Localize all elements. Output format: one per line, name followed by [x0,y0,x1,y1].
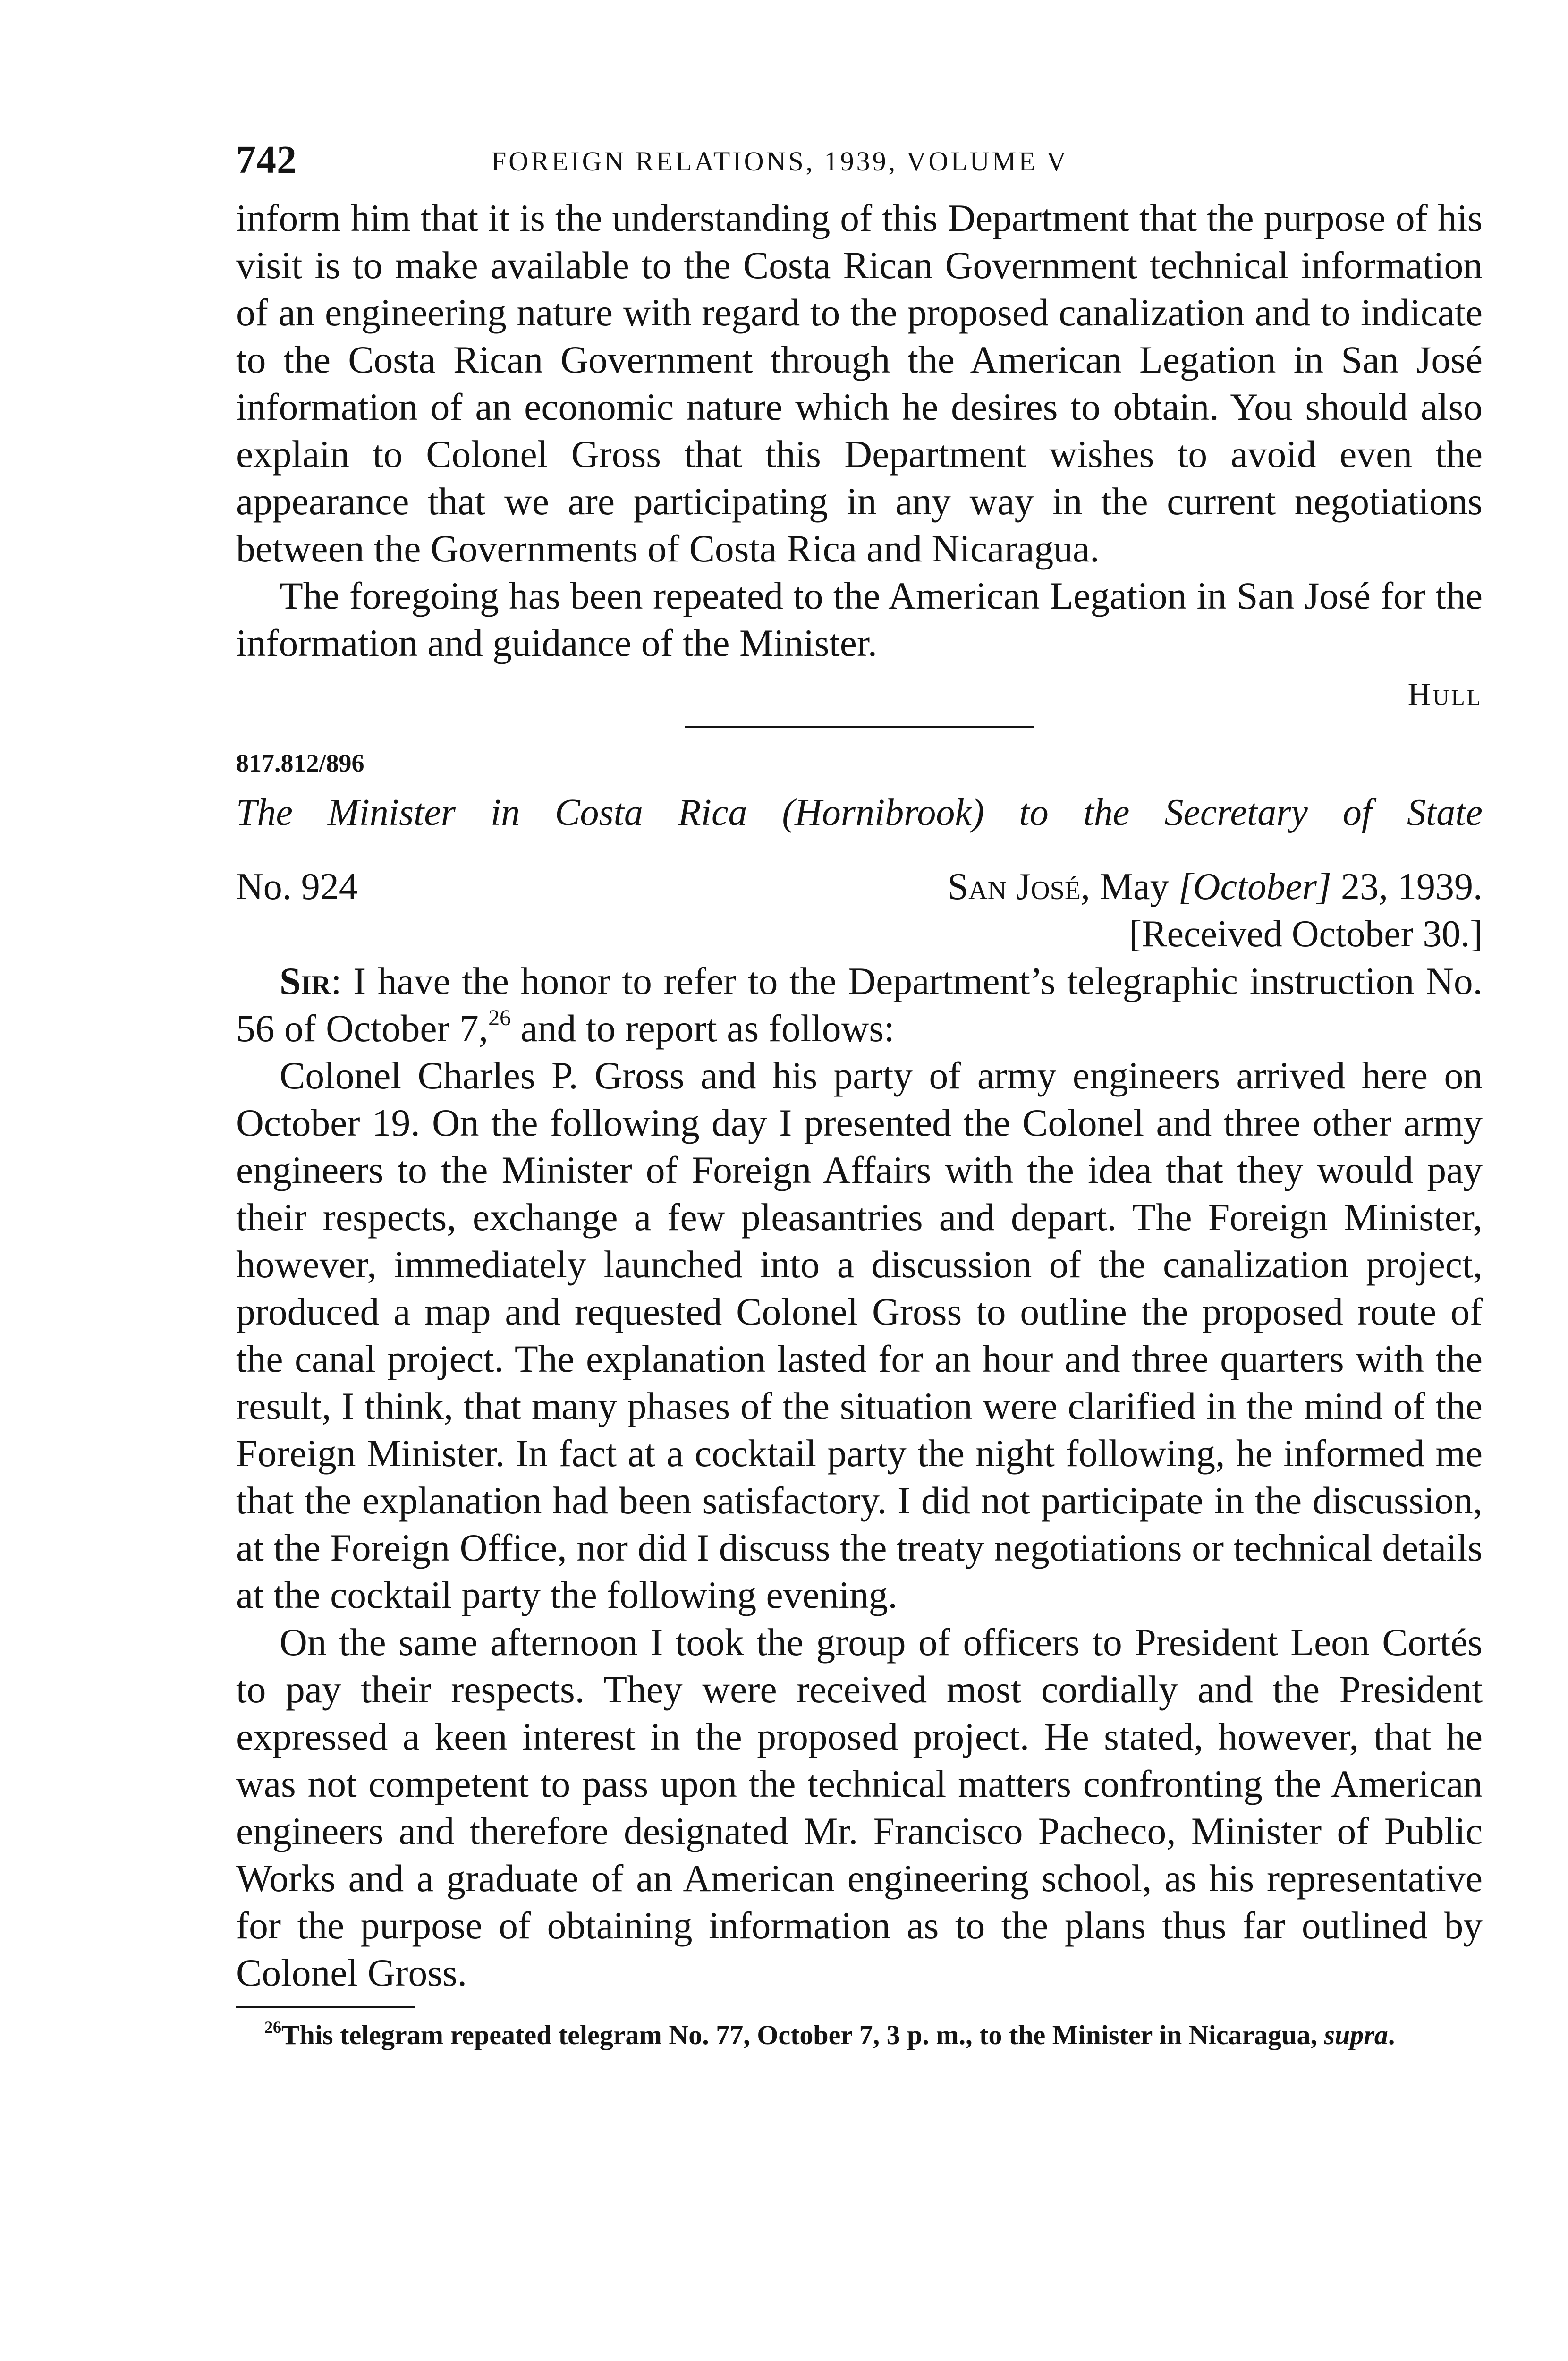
dateline [236,863,1483,958]
document-title: The Minister in Costa Rica (Hornibrook) to the Secretary of State [236,792,1483,833]
file-number: 817.812/896 [236,749,364,777]
footnote-marker: 26 [264,2017,281,2037]
paragraph-1-text-end: and to report as follows: [511,1007,895,1050]
section-separator [685,726,1034,728]
running-head [236,137,1483,189]
place-and-date [948,863,1483,910]
paragraph-2: Colonel Charles P. Gross and his party of army engineers arrived here on October 19. On the following day I presented the Colonel and three other army engineers to the Minister of Foreign Affairs with the idea that they would pay their respects, exchange a few pleasantries and depart. The Foreign Minister, however, immediately launched into a discussion of the canalization project, produced a map and requested Colonel Gross to outline the proposed route of the canal project. The explanation lasted for an hour and three quarters with the result, I think, that many phases of the situation were clarified in the mind of the Foreign Minister. In fact at a cocktail party the night following, he informed me that the explanation had been satisfactory. I did not participate in the discussion, at the Foreign Office, nor did I discuss the treaty negotiations or technical details at the cocktail party the following evening. [236,1054,1483,1616]
date-correction: [October] [1178,866,1331,908]
date-after: 23, 1939. [1331,866,1483,908]
repeat-paragraph: The foregoing has been repeated to the American Legation in San José for the information and guidance of the Minister. [236,574,1483,664]
footnote-reference: 26 [488,1005,511,1030]
paragraph-1 [236,958,1483,1052]
running-title: FOREIGN RELATIONS, 1939, VOLUME V [491,146,1068,177]
salutation: Sir [280,960,331,1002]
date-before: , May [1080,866,1178,908]
continuation-paragraph: inform him that it is the understanding of this Department that the purpose of his visit is to make available to the Costa Rican Government technical information of an engineering nature with regard to the proposed canalization and to indicate to the Costa Rican Government through the American Legation in San José information of an economic nature which he desires to obtain. You should also explain to Colonel Gross that this Department wishes to avoid even the appearance that we are participating in any way in the current negotiations between the Governments of Costa Rica and Nicaragua. [236,196,1483,570]
paragraph-1-text: : I have the honor to refer to the Department’s telegraphic instruction No. 56 of October 7, [236,960,1483,1050]
document-number: No. 924 [236,866,358,908]
signature: Hull [1407,676,1483,712]
footnote-text: This telegram repeated telegram No. 77, October 7, 3 p. m., to the Minister in Nicaragua, [281,2020,1324,2050]
footnote-rule [236,2006,415,2008]
page-number: 742 [236,138,297,182]
footnote-italic: supra [1324,2020,1388,2050]
place: San José [947,866,1081,908]
document-page [236,137,1483,2052]
footnote [236,2019,1483,2052]
paragraph-3: On the same afternoon I took the group of officers to President Leon Cortés to pay their respects. They were received most cordially and the President expressed a keen interest in the proposed project. He stated, however, that he was not competent to pass upon the technical matters confronting the American engineers and therefore designated Mr. Francisco Pacheco, Minister of Public Works and a graduate of an American engineering school, as his representative for the purpose of obtaining information as to the plans thus far outlined by Colonel Gross. [236,1621,1483,1994]
footnote-text-end: . [1388,2020,1395,2050]
received-note: [Received October 30.] [1129,913,1483,955]
